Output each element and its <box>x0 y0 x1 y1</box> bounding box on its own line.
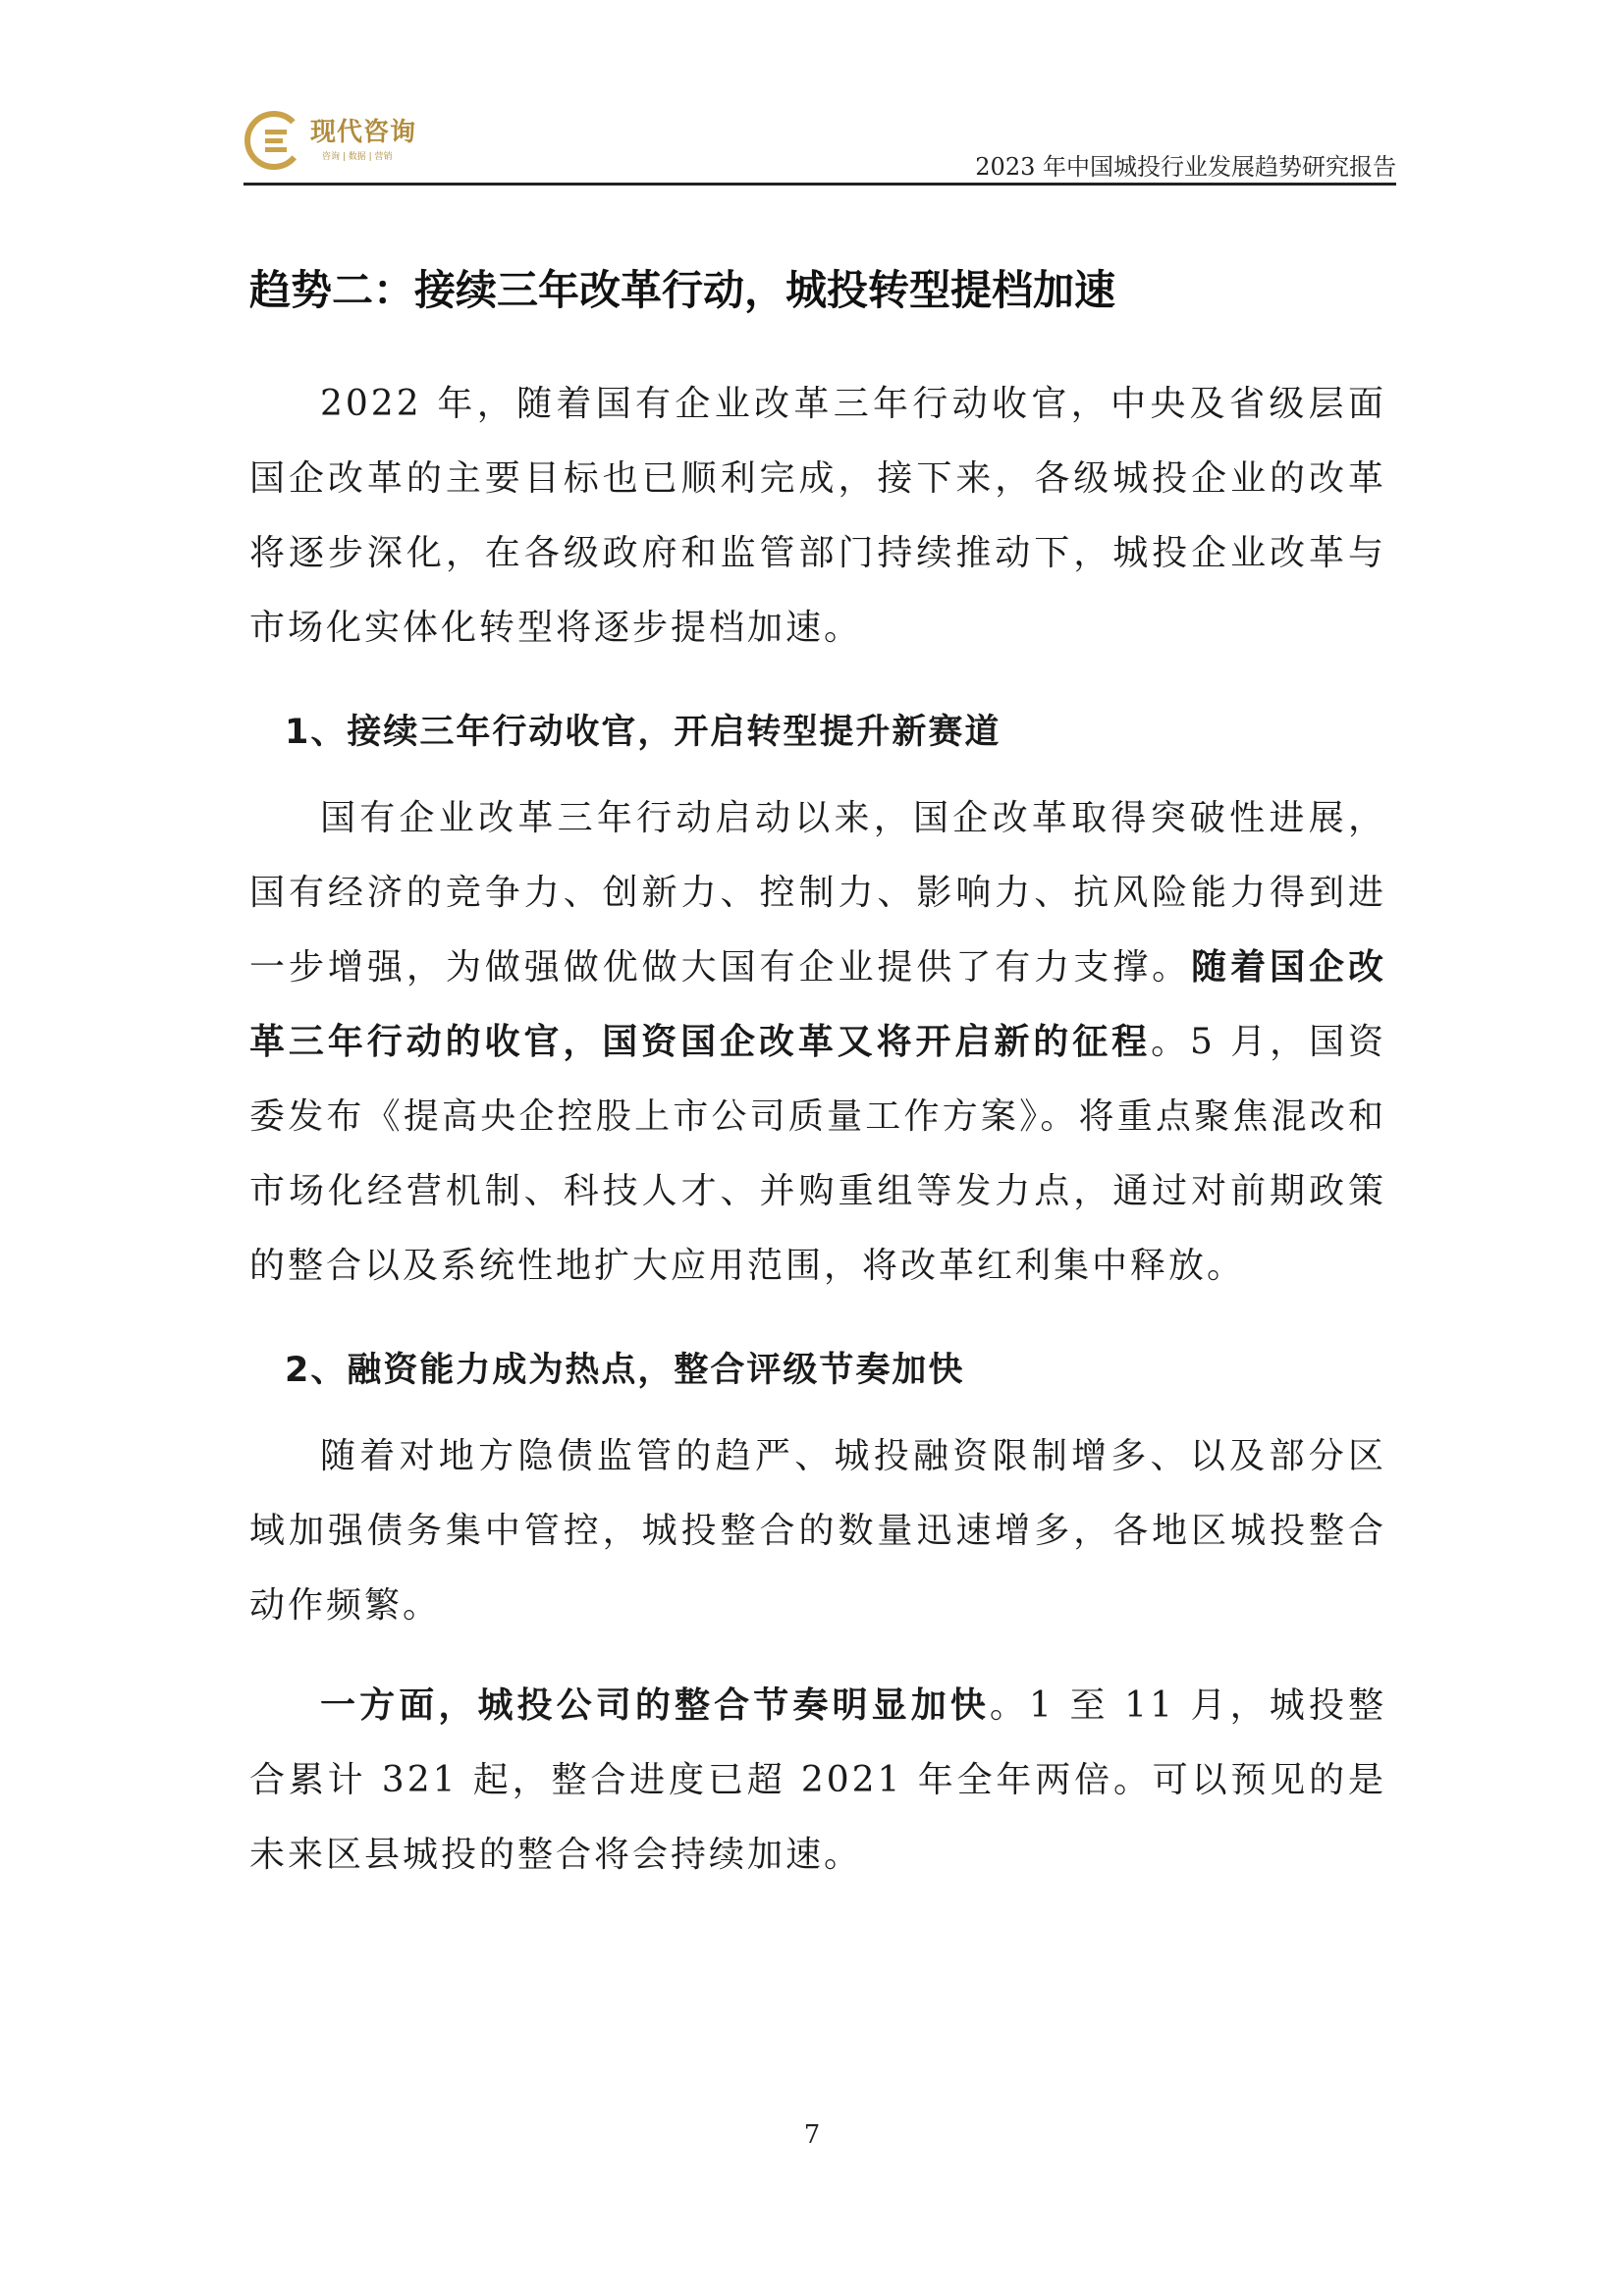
company-logo <box>244 106 440 177</box>
subsection-2-title: 2、融资能力成为热点，整合评级节奏加快 <box>285 1351 965 1390</box>
page-number: 7 <box>803 2120 821 2150</box>
subsection-1-text-c: 。5 月，国资委发布《提高央企控股上市公司质量工作方案》。将重点聚焦混改和市场化经营机制、科技人才、并购重组等发力点，通过对前期政策的整合以及系统性地扩大应用范围，将改革红利集中释放。 <box>249 1022 1386 1286</box>
section-title: 趋势二：接续三年改革行动，城投转型提档加速 <box>249 266 1116 314</box>
subsection-2-paragraph-2 <box>249 1669 1386 1893</box>
subsection-2-paragraph-1: 随着对地方隐债监管的趋严、城投融资限制增多、以及部分区域加强债务集中管控，城投整合的数量迅速增多，各地区城投整合动作频繁。 <box>249 1436 1386 1626</box>
report-title: 2023 年中国城投行业发展趋势研究报告 <box>975 153 1396 181</box>
logo-tagline: 咨询 | 数据 | 营销 <box>322 152 393 162</box>
subsection-2-text: 。1 至 11 月，城投整合累计 321 起，整合进度已超 2021 年全年两倍。可以预见的是未来区县城投的整合将会持续加速。 <box>249 1685 1386 1875</box>
subsection-2-emphasis: 一方面，城投公司的整合节奏明显加快 <box>320 1685 990 1726</box>
subsection-1-paragraph <box>249 781 1386 1304</box>
page-content <box>249 255 1386 1893</box>
subsection-1-text-a: 国有企业改革三年行动启动以来，国企改革取得突破性进展，国有经济的竞争力、创新力、控制力、影响力、抗风险能力得到进一步增强，为做强做优做大国有企业提供了有力支撑。 <box>249 798 1386 988</box>
header-divider <box>244 183 1396 186</box>
logo-name: 现代咨询 <box>310 118 417 147</box>
subsection-1-title: 1、接续三年行动收官，开启转型提升新赛道 <box>285 713 1001 752</box>
intro-paragraph: 2022 年，随着国有企业改革三年行动收官，中央及省级层面国企改革的主要目标也已顺利完成，接下来，各级城投企业的改革将逐步深化，在各级政府和监管部门持续推动下，城投企业改革与市场化实体化转型将逐步提档加速。 <box>249 384 1386 648</box>
subsection-1-emphasis: 随着国企改革三年行动的收官，国资国企改革又将开启新的征程 <box>249 947 1386 1062</box>
company-logo-icon <box>244 110 304 171</box>
